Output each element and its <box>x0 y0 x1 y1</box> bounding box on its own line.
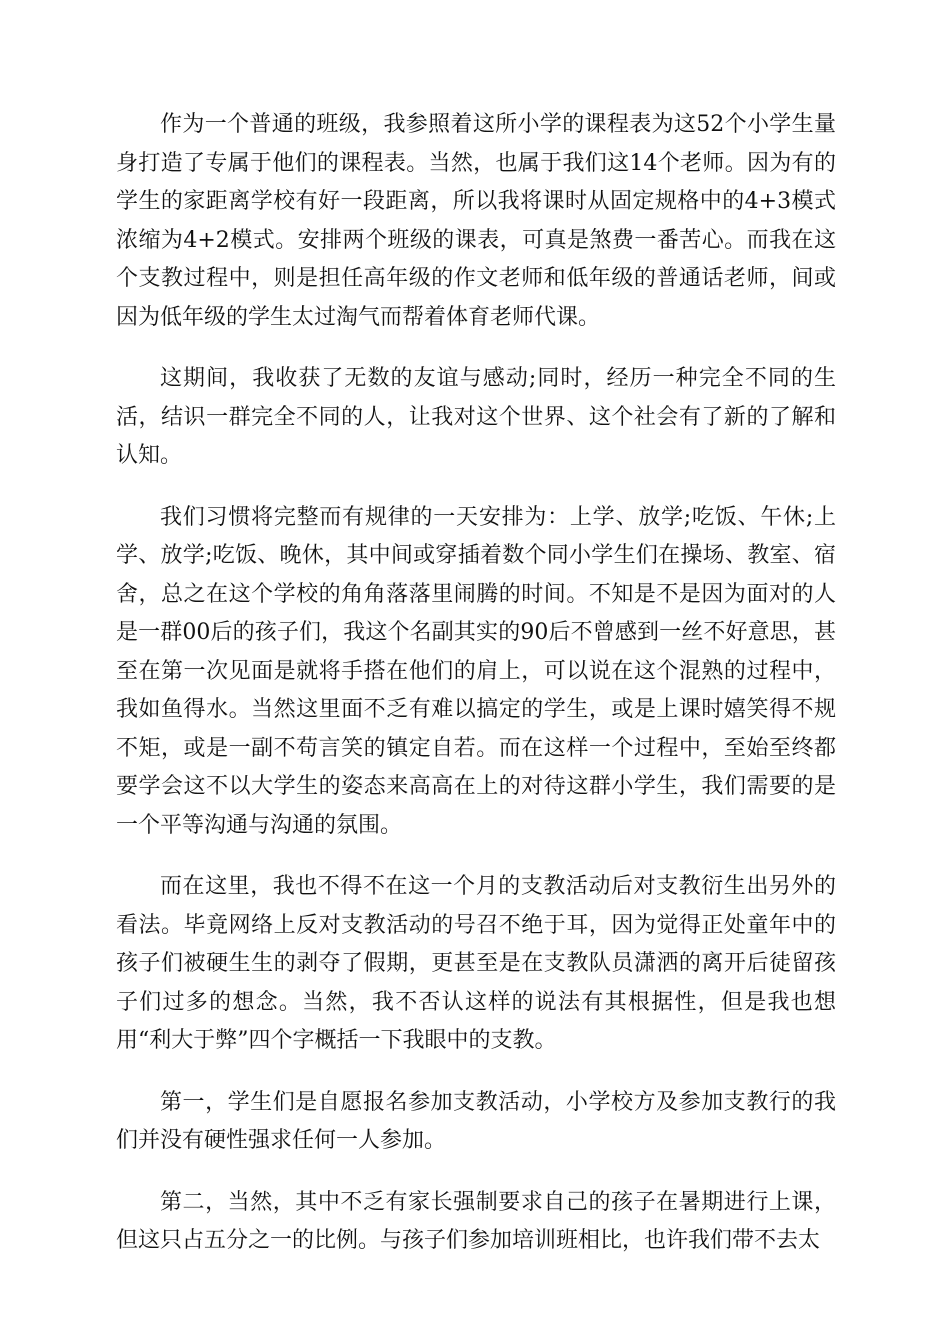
document-page <box>116 106 836 1284</box>
paragraph-6: 第二，当然，其中不乏有家长强制要求自己的孩子在暑期进行上课，但这只占五分之一的比例。与孩子们参加培训班相比，也许我们带不去太 <box>116 1189 836 1253</box>
paragraph-3: 我们习惯将完整而有规律的一天安排为：上学、放学;吃饭、午休;上学、放学;吃饭、晚休，其中间或穿插着数个同小学生们在操场、教室、宿舍，总之在这个学校的角角落落里闹腾的时间。不知是不是因为面对的人是一群00后的孩子们，我这个名副其实的90后不曾感到一丝不好意思，甚至在第一次见面是就将手搭在他们的肩上，可以说在这个混熟的过程中，我如鱼得水。当然这里面不乏有难以搞定的学生，或是上课时嬉笑得不规不矩，或是一副不苟言笑的镇定自若。而在这样一个过程中，至始至终都要学会这不以大学生的姿态来高高在上的对待这群小学生，我们需要的是一个平等沟通与沟通的氛围。 <box>116 504 836 838</box>
paragraph-1: 作为一个普通的班级，我参照着这所小学的课程表为这52个小学生量身打造了专属于他们的课程表。当然，也属于我们这14个老师。因为有的学生的家距离学校有好一段距离，所以我将课时从固定规格中的4+3模式浓缩为4+2模式。安排两个班级的课表，可真是煞费一番苦心。而我在这个支教过程中，则是担任高年级的作文老师和低年级的普通话老师，间或因为低年级的学生太过淘气而帮着体育老师代课。 <box>116 112 836 330</box>
paragraph-2: 这期间，我收获了无数的友谊与感动;同时，经历一种完全不同的生活，结识一群完全不同的人，让我对这个世界、这个社会有了新的了解和认知。 <box>116 366 836 468</box>
paragraph-4: 而在这里，我也不得不在这一个月的支教活动后对支教衍生出另外的看法。毕竟网络上反对支教活动的号召不绝于耳，因为觉得正处童年中的孩子们被硬生生的剥夺了假期，更甚至是在支教队员潇洒的离开后徒留孩子们过多的想念。当然，我不否认这样的说法有其根据性，但是我也想用“利大于弊”四个字概括一下我眼中的支教。 <box>116 874 836 1053</box>
paragraph-5: 第一，学生们是自愿报名参加支教活动，小学校方及参加支教行的我们并没有硬性强求任何一人参加。 <box>116 1089 836 1153</box>
